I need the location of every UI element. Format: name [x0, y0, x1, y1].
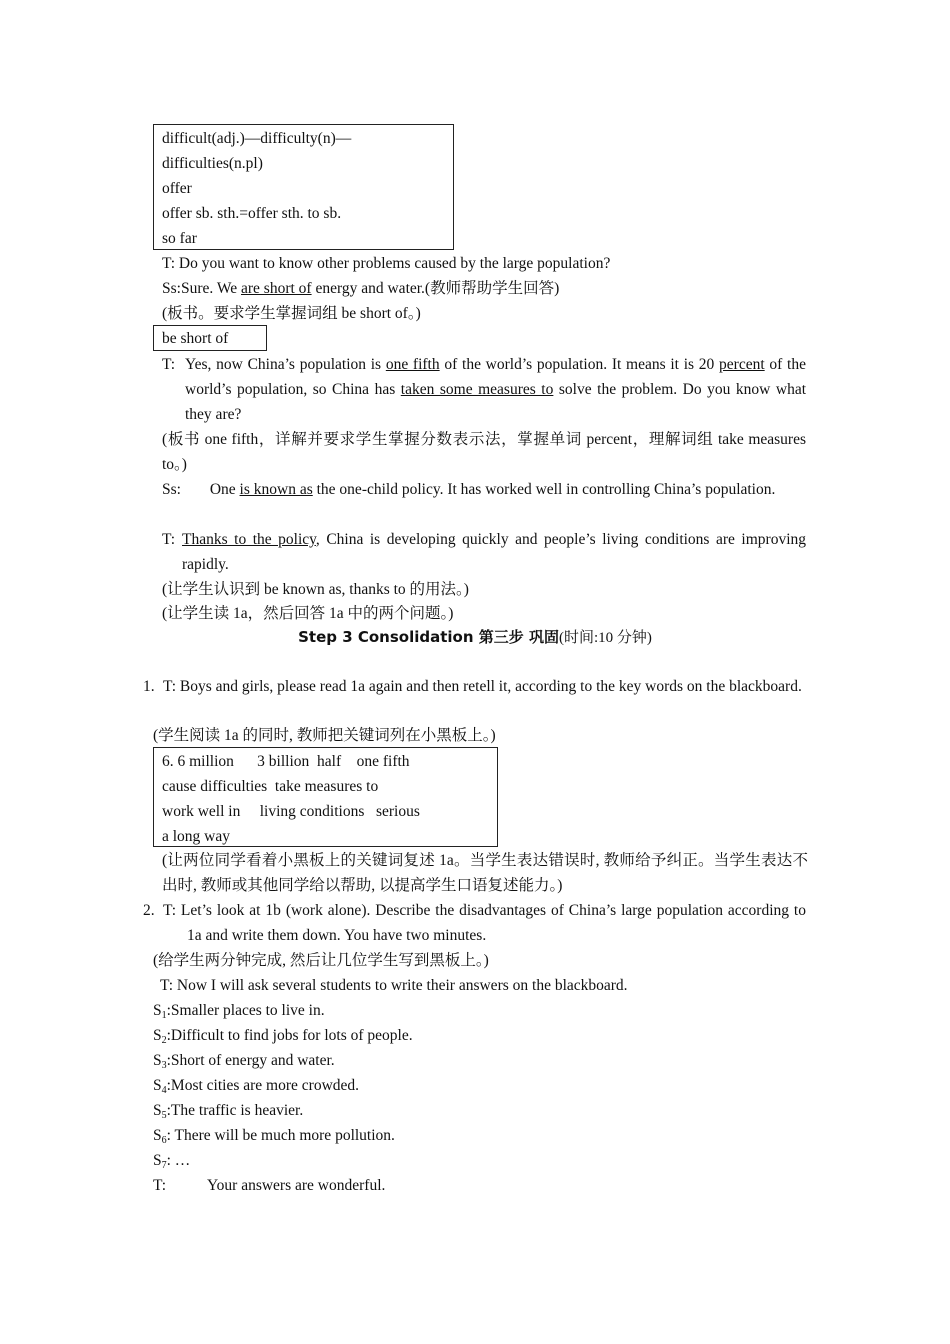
teaching-note: (板书 one fifth，详解并要求学生掌握分数表示法，掌握单词 percent，理解词组 take measures to。): [162, 431, 806, 473]
students-line: Ss:Sure. We are short of energy and water.(教师帮助学生回答): [162, 280, 560, 297]
numbered-item: 2. T: Let’s look at 1b (work alone). Describe the disadvantages of China’s large population according to 1a and write them down. You have two minutes.: [143, 898, 806, 948]
teacher-paragraph: T: Yes, now China’s population is one fifth of the world’s population. It means it is 20 percent of the world’s population, so China has taken some measures to solve the problem. Do you know what they are?: [162, 352, 806, 427]
speaker-label: T:: [162, 531, 176, 548]
item-number: 2.: [143, 902, 155, 919]
speaker-label: Ss:: [162, 280, 181, 297]
keyword-line: a long way: [162, 828, 231, 845]
student-answer: $S_2:Difficult$ to find jobs for lots of people.: [153, 1027, 413, 1046]
vocab-line: difficult(adj.)—difficulty(n)—: [162, 130, 352, 147]
vocab-box: [153, 124, 454, 250]
key-phrase: Thanks to the policy: [182, 531, 316, 548]
vocab-line: offer: [162, 180, 192, 197]
item-number: 1.: [143, 678, 155, 695]
keyword-line: 6. 6 million 3 billion half one fifth: [162, 753, 410, 770]
teaching-note: (让两位同学看着小黑板上的关键词复述 1a。当学生表达错误时, 教师给予纠正。当学生表达不出时, 教师或其他同学给以帮助, 以提高学生口语复述能力。): [162, 852, 808, 894]
students-paragraph: Ss: One is known as the one-child policy. It has worked well in controlling China’s population.: [162, 481, 776, 498]
teaching-note: (让学生读 1a，然后回答 1a 中的两个问题。): [162, 605, 454, 622]
vocab-line: difficulties(n.pl): [162, 155, 263, 172]
key-phrase: one fifth: [385, 356, 440, 373]
key-phrase: is known as: [239, 481, 313, 498]
speaker-label: T:: [153, 1177, 167, 1194]
student-answer: $S_6$: There will be much more pollution.: [153, 1127, 395, 1146]
keyword-box: [153, 747, 498, 847]
step-title: Step 3 Consolidation 第三步 巩固: [298, 628, 559, 646]
teaching-note: (板书。要求学生掌握词组 be short of。): [162, 305, 421, 322]
teacher-line: T: Do you want to know other problems caused by the large population?: [162, 255, 611, 272]
student-answer: $S_5:The$ traffic is heavier.: [153, 1102, 304, 1121]
student-answer: $S_1:Smaller$ places to live in.: [153, 1002, 325, 1021]
step-heading: [0, 625, 950, 651]
teaching-note: (学生阅读 1a 的同时, 教师把关键词列在小黑板上。): [153, 727, 496, 744]
speaker-label: Ss:: [162, 481, 181, 498]
step-time: (时间:10 分钟): [558, 630, 652, 646]
teacher-paragraph: T: Thanks to the policy, China is developing quickly and people’s living conditions are improving rapidly.: [162, 527, 806, 577]
vocab-line: so far: [162, 230, 197, 247]
speaker-label: T:: [162, 356, 176, 373]
keyword-line: cause difficulties take measures to: [162, 778, 379, 795]
key-phrase: taken some measures to: [400, 381, 554, 398]
teacher-line: T: Now I will ask several students to write their answers on the blackboard.: [160, 977, 628, 994]
teaching-note: (让学生认识到 be known as, thanks to 的用法。): [162, 581, 469, 598]
phrase-box: be short of: [153, 325, 267, 351]
vocab-line: offer sb. sth.=offer sth. to sb.: [162, 205, 342, 222]
student-answer: $S_4:Most$ cities are more crowded.: [153, 1077, 360, 1096]
numbered-item: 1. T: Boys and girls, please read 1a again and then retell it, according to the key words on the blackboard.: [143, 674, 805, 699]
keyword-line: work well in living conditions serious: [162, 803, 420, 820]
key-phrase: percent: [719, 356, 765, 373]
teaching-note: (给学生两分钟完成, 然后让几位学生写到黑板上。): [153, 952, 489, 969]
teacher-closing: T: Your answers are wonderful.: [153, 1177, 386, 1194]
key-phrase: are short of: [241, 280, 312, 297]
student-answer: $S_7$: …: [153, 1152, 191, 1171]
student-answer: $S_3:Short$ of energy and water.: [153, 1052, 335, 1071]
